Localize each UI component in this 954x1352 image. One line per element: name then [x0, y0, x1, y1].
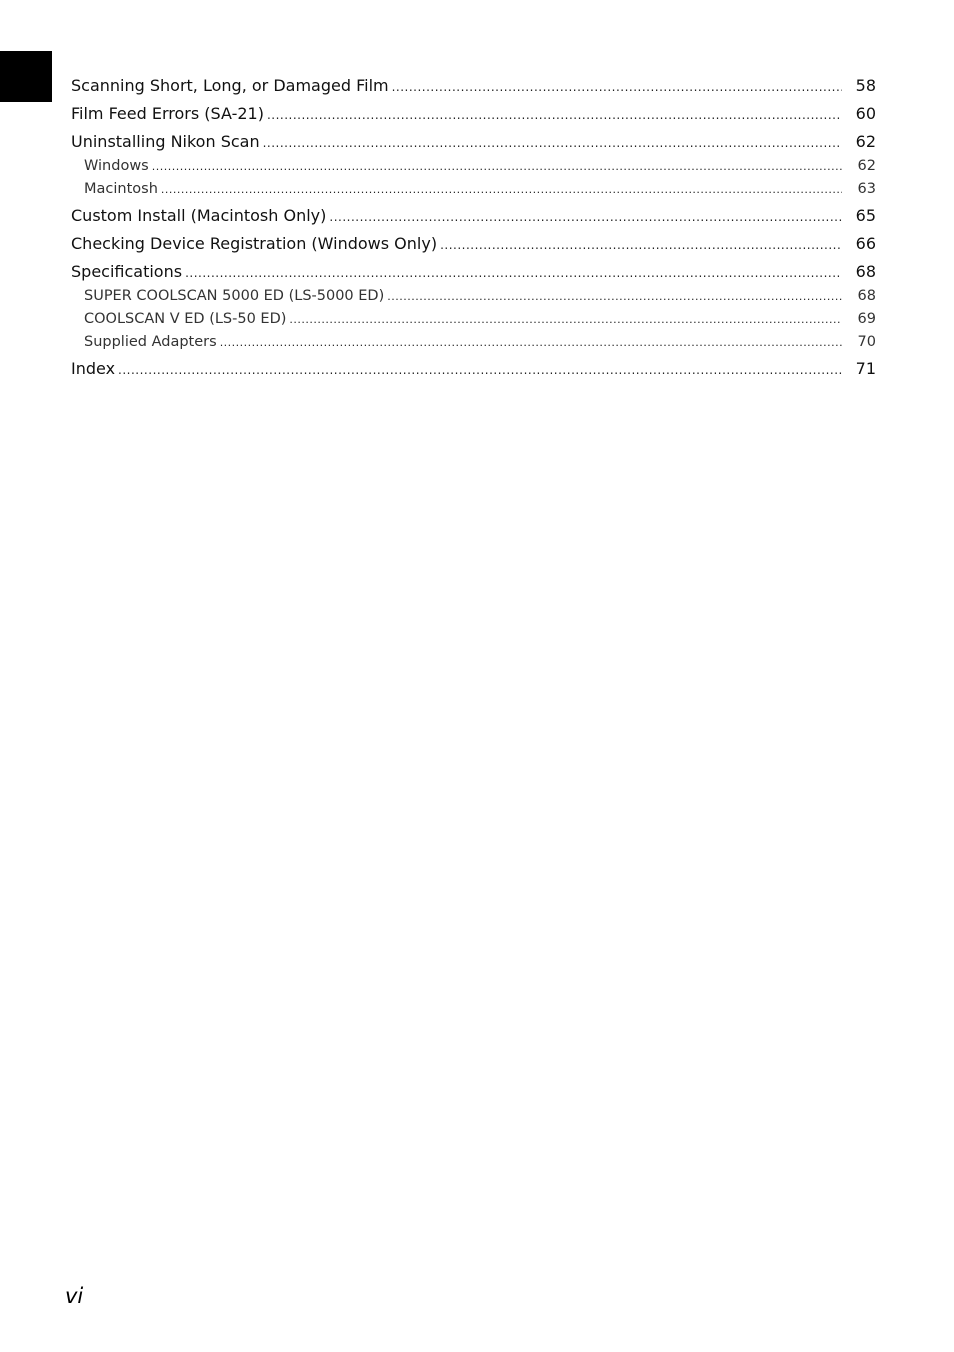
toc-entry-title: Windows: [84, 158, 149, 174]
toc-entry[interactable]: [71, 206, 876, 227]
toc-subentry[interactable]: [71, 310, 876, 329]
toc-entry[interactable]: [71, 132, 876, 153]
toc-entry-title: Scanning Short, Long, or Damaged Film: [71, 76, 389, 95]
toc-entry-title: Uninstalling Nikon Scan: [71, 132, 260, 151]
toc-subentry[interactable]: [71, 333, 876, 352]
page-number: vi: [65, 1284, 84, 1308]
toc-entry-title: Macintosh: [84, 181, 158, 197]
toc-entry[interactable]: [71, 234, 876, 255]
toc-entry-page: 68: [855, 262, 876, 281]
section-tab-marker: [0, 51, 52, 102]
toc-entry-page: 60: [855, 104, 876, 123]
dot-leader: [392, 77, 842, 97]
dot-leader: [185, 263, 842, 283]
dot-leader: [329, 207, 842, 227]
toc-subentry[interactable]: [71, 287, 876, 306]
toc-entry-page: 70: [857, 334, 876, 350]
toc-entry-page: 63: [857, 181, 876, 197]
toc-subentry[interactable]: [71, 157, 876, 176]
dot-leader: [161, 181, 842, 199]
toc-entry-page: 65: [855, 206, 876, 225]
toc-entry-title: Supplied Adapters: [84, 334, 217, 350]
toc-entry-title: Specifications: [71, 262, 183, 281]
toc-entry-page: 69: [857, 311, 876, 327]
dot-leader: [267, 105, 842, 125]
toc-entry-page: 66: [855, 234, 876, 253]
toc-entry-title: Custom Install (Macintosh Only): [71, 206, 327, 225]
table-of-contents: [71, 72, 876, 380]
dot-leader: [263, 133, 842, 153]
toc-entry[interactable]: [71, 104, 876, 125]
toc-subentry[interactable]: [71, 180, 876, 199]
toc-entry[interactable]: [71, 359, 876, 380]
dot-leader: [152, 158, 842, 176]
toc-entry-title: SUPER COOLSCAN 5000 ED (LS-5000 ED): [84, 288, 385, 304]
dot-leader: [387, 288, 842, 306]
toc-entry-page: 62: [857, 158, 876, 174]
dot-leader: [440, 235, 842, 255]
toc-entry-title: COOLSCAN V ED (LS-50 ED): [84, 311, 287, 327]
toc-entry-title: Index: [71, 359, 116, 378]
toc-entry-page: 62: [855, 132, 876, 151]
toc-entry-page: 68: [857, 288, 876, 304]
toc-entry[interactable]: [71, 76, 876, 97]
dot-leader: [220, 334, 842, 352]
toc-entry[interactable]: [71, 262, 876, 283]
toc-entry-title: Checking Device Registration (Windows Only): [71, 234, 438, 253]
dot-leader: [118, 360, 842, 380]
dot-leader: [289, 311, 842, 329]
toc-entry-title: Film Feed Errors (SA-21): [71, 104, 264, 123]
toc-entry-page: 58: [855, 76, 876, 95]
toc-entry-page: 71: [855, 359, 876, 378]
